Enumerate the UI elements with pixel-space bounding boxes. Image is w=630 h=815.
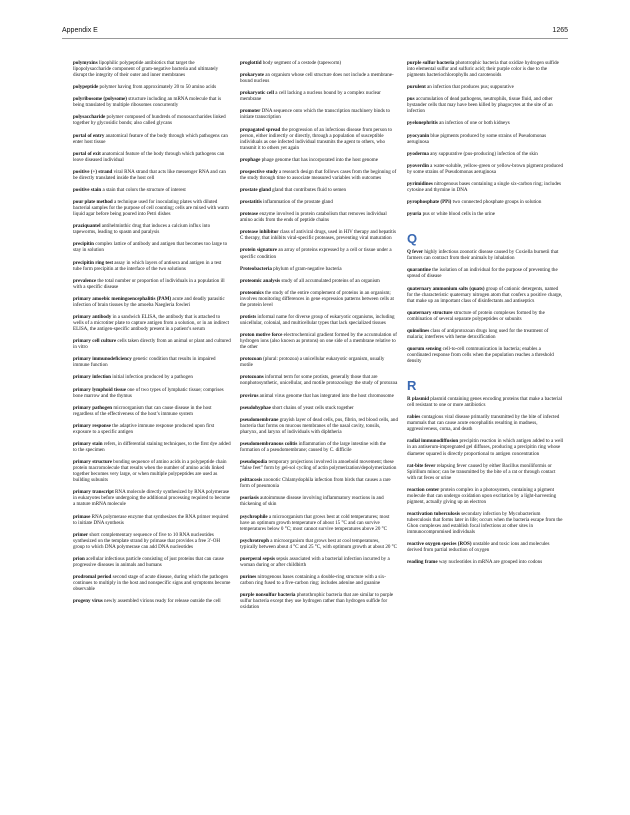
glossary-column-2: [240, 60, 398, 616]
glossary-definition: the total number or proportion of individuals in a population ill with a specific disease: [73, 277, 225, 290]
glossary-term: psychrotroph: [240, 537, 269, 544]
glossary-definition: an organism whose cell structure does not include a membrane-bound nucleus: [240, 72, 394, 85]
glossary-entry: [240, 72, 398, 84]
glossary-term: purulent: [407, 84, 426, 91]
glossary-term: prion: [73, 555, 85, 562]
glossary-term: primary stain: [73, 440, 103, 447]
glossary-definition: relapsing fever caused by either Bacillus moniliformis or Spirillum minor; can be transmitted by the bite of a rat or through contact with rat feces or urine: [407, 462, 556, 481]
glossary-entry: [240, 247, 398, 259]
glossary-term: purple nonsulfur bacteria: [240, 592, 296, 599]
glossary-entry: [73, 574, 231, 592]
glossary-entry: [73, 556, 231, 568]
glossary-term: praziquantel: [73, 223, 101, 230]
glossary-term: prevalence: [73, 277, 97, 284]
glossary-entry: [407, 346, 565, 364]
glossary-definition: microorganism that can cause disease in the host regardless of the effectiveness of the host’s immune system: [73, 404, 212, 417]
glossary-term: quinolines: [407, 327, 430, 334]
glossary-definition: zoonotic Chlamydophila infection from birds that causes a rare form of pneumonia: [240, 477, 391, 490]
glossary-definition: inflammation of the prostate gland: [261, 199, 333, 206]
glossary-definition: the progression of an infectious disease from person to person, either indirectly or directly, through a population of susceptible individuals as one infected individual transmits the agent to others, who transmit it to others yet again: [240, 126, 393, 151]
glossary-definition: inflammation of the large intestine with the formation of a pseudomembrane; caused by C. difficile: [240, 440, 386, 453]
glossary-entry: [240, 314, 398, 326]
glossary-term: pus: [407, 96, 415, 103]
glossary-term: pyelonephritis: [407, 120, 438, 127]
glossary-definition: class of antiviral drugs, used in HIV therapy and hepatitis C therapy, that inhibits viral-specific proteases, preventing viral maturation: [240, 229, 396, 242]
glossary-term: purines: [240, 573, 257, 580]
glossary-term: proteomic analysis: [240, 277, 281, 284]
glossary-term: proteomics: [240, 289, 264, 296]
glossary-entry: [407, 414, 565, 432]
glossary-entry: [73, 459, 231, 483]
glossary-definition: the adaptive immune response produced upon first exposure to a specific antigen: [73, 422, 215, 435]
glossary-entry: [240, 592, 398, 610]
glossary-entry: [240, 538, 398, 550]
glossary-term: radial immunodiffusion: [407, 438, 459, 445]
glossary-term: Q fever: [407, 249, 424, 256]
glossary-entry: [73, 314, 231, 332]
glossary-entry: [73, 296, 231, 308]
glossary-entry: [407, 286, 565, 304]
glossary-definition: nitrogenous bases containing a single six-carbon ring; includes cytosine and thymine in DNA: [407, 180, 561, 193]
glossary-term: primary cell culture: [73, 338, 117, 345]
glossary-entry: [407, 199, 565, 205]
glossary-entry: [240, 393, 398, 399]
appendix-title: Appendix E: [62, 27, 98, 34]
glossary-term: primary immunodeficiency: [73, 356, 132, 363]
glossary-definition: anatomical feature of the body through which pathogens can leave diseased individual: [73, 150, 225, 163]
glossary-term: protein signature: [240, 247, 277, 254]
glossary-term: reaction center: [407, 486, 440, 493]
glossary-term: purple sulfur bacteria: [407, 60, 455, 66]
glossary-definition: blue pigments produced by some strains of Pseudomonas aeruginosa: [407, 132, 547, 145]
glossary-term: protozoan: [240, 356, 262, 363]
glossary-definition: class of antiprotozoan drugs long used for the treatment of malaria; interferes with heme detoxification: [407, 327, 549, 340]
glossary-definition: bonding sequence of amino acids in a polypeptide chain protein macromolecule that results when the number of amino acids linked together becomes very large, or when multiple polypeptides are used as building subunits: [73, 459, 227, 484]
glossary-term: pyoverdin: [407, 162, 429, 169]
glossary-entry: [73, 241, 231, 253]
glossary-term: prokaryotic cell: [240, 90, 274, 97]
running-header: [62, 26, 568, 39]
glossary-definition: pus or white blood cells in the urine: [421, 211, 496, 218]
glossary-entry: [407, 463, 565, 481]
glossary-definition: cell-to-cell communication in bacteria; enables a coordinated response from cells when the population reaches a threshold density: [407, 345, 554, 365]
glossary-definition: RNA molecule directly synthesized by RNA polymerase in eukaryotes before undergoing the additional processing required to become a mature mRNA molecule: [73, 489, 231, 508]
glossary-definition: structure including an mRNA molecule that is being translated by multiple ribosomes concurrently: [73, 96, 222, 109]
glossary-entry: [240, 441, 398, 453]
glossary-term: rat-bite fever: [407, 462, 436, 469]
glossary-definition: genetic condition that results in impaired immune function: [73, 356, 216, 369]
glossary-term: psychrophile: [240, 513, 268, 520]
glossary-definition: an array of proteins expressed by a cell or tissue under a specific condition: [240, 247, 392, 260]
glossary-term: positive (+) strand: [73, 168, 113, 175]
glossary-term: portal of entry: [73, 132, 105, 139]
glossary-entry: [73, 514, 231, 526]
glossary-entry: [240, 495, 398, 507]
glossary-definition: polymer composed of hundreds of monosaccharides linked together by glycosidic bonds; also called glycans: [73, 114, 226, 127]
glossary-term: prophage: [240, 156, 261, 163]
glossary-entry: [73, 84, 231, 90]
glossary-term: portal of exit: [73, 150, 101, 157]
glossary-definition: a technique used for inoculating plates with diluted bacterial samples for the purpose of cell counting; cells are mixed with warm liquid agar before being poured into Petri dishes: [73, 199, 229, 218]
glossary-term: pyuria: [407, 211, 422, 218]
glossary-term: precipitin: [73, 241, 94, 248]
glossary-definition: secondary infection by Mycobacterium tuberculosis that forms later in life; occurs when the bacteria escape from the Ghon complexes and establish focal infections at other sites in immunocompromised individuals: [407, 511, 563, 536]
glossary-term: R plasmid: [407, 396, 430, 403]
glossary-entry: [240, 60, 398, 66]
glossary-entry: [407, 84, 565, 90]
glossary-entry: [407, 310, 565, 322]
glossary-definition: contagious viral disease primarily transmitted by the bite of infected mammals that can cause acute encephalitis resulting in madness, aggressiveness, coma, and death: [407, 414, 560, 433]
glossary-term: Proteobacteria: [240, 265, 272, 272]
glossary-entry: [240, 211, 398, 223]
glossary-definition: complex lattice of antibody and antigen that becomes too large to stay in solution: [73, 241, 228, 254]
glossary-entry: [73, 598, 231, 604]
glossary-definition: newly assembled virions ready for release outside the cell: [102, 598, 221, 605]
glossary-term: protists: [240, 313, 257, 320]
glossary-term: prostatitis: [240, 199, 262, 206]
glossary-term: propagated spread: [240, 126, 281, 133]
glossary-entry: [73, 338, 231, 350]
glossary-term: reactivation tuberculosis: [407, 511, 460, 517]
glossary-entry: [73, 60, 231, 78]
glossary-entry: [407, 96, 565, 114]
glossary-entry: [73, 489, 231, 507]
glossary-term: pyrophosphate (PPi): [407, 199, 452, 206]
glossary-term: pseudomembranous colitis: [240, 440, 298, 447]
glossary-entry: [240, 459, 398, 471]
section-letter-heading: R: [407, 378, 417, 394]
glossary-entry: [407, 120, 565, 126]
glossary-entry: [407, 438, 565, 456]
glossary-entry: [407, 151, 565, 157]
glossary-entry: [73, 133, 231, 145]
glossary-entry: [73, 374, 231, 380]
glossary-entry: [240, 290, 398, 308]
glossary-definition: an infection of one or both kidneys: [437, 120, 510, 127]
glossary-definition: short complementary sequence of five to 10 RNA nucleotides synthesized on the template strand by primase that provides a free 3′-OH group to which DNA polymerase can add DNA nucleotides: [73, 531, 220, 550]
glossary-entry: [407, 267, 565, 279]
glossary-definition: assay in which layers of antisera and antigen in a test tube form precipitin at the interface of the two solutions: [73, 259, 222, 272]
glossary-term: protozoans: [240, 374, 264, 381]
glossary-term: protease: [240, 211, 259, 218]
glossary-entry: [73, 151, 231, 163]
glossary-definition: precipitin reaction in which antigen added to a well in an antiserum-impregnated gel diffuses, producing a precipitin ring whose diameter squared is directly proportional to antigen concentration: [407, 438, 564, 457]
glossary-definition: RNA polymerase enzyme that synthesizes the RNA primer required to initiate DNA synthesis: [73, 513, 229, 526]
glossary-entry: [240, 90, 398, 102]
glossary-definition: highly infectious zoonotic disease caused by Coxiella burnetii that farmers can contract from their animals by inhalation: [407, 249, 559, 262]
glossary-definition: any suppurative (pus-producing) infection of the skin: [428, 150, 538, 157]
glossary-term: primary lymphoid tissue: [73, 386, 126, 393]
glossary-term: quaternary ammonium salts (quats): [407, 285, 485, 292]
glossary-definition: (plural: protozoa) a unicellular eukaryotic organism, usually motile: [240, 356, 385, 369]
glossary-entry: [240, 574, 398, 586]
glossary-definition: antihelminthic drug that induces a calcium influx into tapeworms, leading to spasm and paralysis: [73, 223, 211, 236]
glossary-entry: [73, 169, 231, 181]
glossary-term: provirus: [240, 392, 259, 399]
glossary-column-3: [407, 60, 565, 571]
glossary-definition: short chains of yeast cells stuck together: [270, 404, 354, 411]
glossary-definition: group of cationic detergents, named for the characteristic quaternary nitrogen atom that confers a positive charge, that make up an important class of disinfectants and antiseptics: [407, 285, 563, 304]
glossary-entry: [407, 487, 565, 505]
glossary-term: precipitin ring test: [73, 259, 113, 266]
glossary-entry: [407, 541, 565, 553]
glossary-entry: [240, 108, 398, 120]
glossary-entry: [240, 405, 398, 411]
glossary-definition: unstable and toxic ions and molecules derived from partial reduction of oxygen: [407, 541, 550, 554]
glossary-definition: anatomical feature of the body through which pathogens can enter host tissue: [73, 132, 228, 145]
glossary-entry: [73, 356, 231, 368]
glossary-term: pyrimidines: [407, 180, 433, 187]
glossary-term: primer: [73, 531, 89, 538]
glossary-definition: viral RNA strand that acts like messenger RNA and can be directly translated inside the host cell: [73, 168, 226, 181]
glossary-term: pyoderma: [407, 150, 429, 157]
glossary-entry: [73, 223, 231, 235]
glossary-term: primase: [73, 513, 91, 520]
glossary-definition: gland that contributes fluid to semen: [270, 186, 347, 193]
glossary-definition: second stage of acute disease, during which the pathogen continues to multiply in the host and nonspecific signs and symptoms become observable: [73, 573, 231, 593]
glossary-definition: study of all accumulated proteins of an organism: [280, 277, 380, 284]
glossary-entry: [240, 169, 398, 181]
glossary-entry: [240, 514, 398, 532]
glossary-definition: nitrogenous bases containing a double-ring structure with a six-carbon ring fused to a five-carbon ring; includes adenine and guanine: [240, 573, 386, 587]
glossary-entry: [240, 157, 398, 163]
glossary-term: pseudomembrane: [240, 416, 279, 423]
glossary-entry: [73, 405, 231, 417]
glossary-entry: [240, 278, 398, 284]
glossary-term: positive stain: [73, 186, 102, 193]
glossary-definition: one of two types of lymphatic tissue; comprises bone marrow and the thymus: [73, 386, 224, 399]
glossary-definition: informal term for some protists, generally those that are nonphotosynthetic, unicellular, and motile protozoology the study of protozoa: [240, 374, 398, 387]
glossary-definition: a research design that follows cases from the beginning of the study through time to associate measured variables with outcomes: [240, 168, 397, 181]
glossary-entry: [240, 332, 398, 350]
page-number: 1265: [552, 27, 568, 34]
glossary-entry: [240, 127, 398, 151]
glossary-definition: cells taken directly from an animal or plant and cultured in vitro: [73, 338, 231, 351]
glossary-entry: [240, 556, 398, 568]
glossary-definition: in a sandwich ELISA, the antibody that is attached to wells of a microtiter plate to capture antigen from a solution, or in an indirect ELISA, the antigen-specific antibody present in a patient’s serum: [73, 313, 229, 333]
glossary-definition: an infection that produces pus; suppurative: [425, 84, 514, 91]
glossary-term: pour plate method: [73, 199, 113, 206]
glossary-definition: a microorganism that grows best at cool temperatures, typically between about 4 °C and 25 °C, with optimum growth at about 20 °C: [240, 537, 398, 550]
glossary-term: primary response: [73, 422, 111, 429]
glossary-entry: [73, 114, 231, 126]
glossary-entry: [73, 96, 231, 108]
glossary-entry: [73, 187, 231, 193]
glossary-term: quaternary structure: [407, 309, 453, 316]
glossary-definition: protein complex in a photosystem, containing a pigment molecule that can undergo oxidation upon excitation by a light-harvesting pigment, actually giving up an electron: [407, 486, 557, 505]
glossary-entry: [73, 441, 231, 453]
glossary-term: proton motive force: [240, 332, 283, 339]
glossary-entry: [240, 199, 398, 205]
glossary-entry: [407, 396, 565, 408]
glossary-definition: a microorganism that grows best at cold temperatures; most have an optimum growth temperature of about 15 °C and can survive temperatures below 0 °C; most cannot survive temperatures above 20 °C: [240, 513, 390, 532]
glossary-term: primary transcript: [73, 489, 114, 496]
glossary-entry: [240, 417, 398, 435]
glossary-definition: phototrophic bacteria that oxidize hydrogen sulfide into elemental sulfur and sulfuric acid; their purple color is due to the pigments bacteriochlorophylls and carotenoids: [407, 60, 559, 79]
glossary-definition: body segment of a cestode (tapeworm): [261, 60, 342, 66]
glossary-definition: sepsis associated with a bacterial infection incurred by a woman during or after childbirth: [240, 555, 390, 568]
glossary-definition: photothrophic bacteria that are similar to purple sulfur bacteria except they use hydrogen rather than hydrogen sulfide for oxidation: [240, 592, 394, 611]
glossary-term: primary antibody: [73, 313, 112, 320]
glossary-term: progeny virus: [73, 598, 103, 605]
glossary-entry: [407, 211, 565, 217]
glossary-term: pyocyanin: [407, 132, 430, 139]
glossary-definition: two connected phosphate groups in solution: [451, 199, 542, 206]
glossary-entry: [407, 181, 565, 193]
glossary-entry: [240, 356, 398, 368]
glossary-term: proglottid: [240, 60, 262, 66]
glossary-definition: DNA sequence onto which the transcription machinery binds to initiate transcription: [240, 108, 391, 121]
glossary-term: primary pathogen: [73, 404, 113, 411]
glossary-entry: [240, 187, 398, 193]
glossary-definition: phylum of gram-negative bacteria: [271, 265, 342, 272]
glossary-definition: the isolation of an individual for the purpose of preventing the spread of disease: [407, 267, 558, 280]
glossary-term: polyribosome (polysome): [73, 96, 127, 103]
glossary-entry: [73, 423, 231, 435]
glossary-term: promoter: [240, 108, 261, 115]
glossary-term: primary infection: [73, 374, 111, 381]
glossary-entry: [73, 199, 231, 217]
glossary-definition: electrochemical gradient formed by the accumulation of hydrogen ions (also known as protons) on one side of a membrane relative to the other: [240, 332, 397, 351]
glossary-definition: grayish layer of dead cells, pus, fibrin, red blood cells, and bacteria that forms on mucous membranes of the nasal cavity, tonsils, pharynx, and larynx of individuals with diphtheria: [240, 416, 398, 435]
glossary-entry: [240, 477, 398, 489]
glossary-definition: animal virus genome that has integrated into the host chromosome: [258, 392, 394, 399]
section-letter-heading: Q: [407, 231, 418, 247]
glossary-definition: acute and deadly parasitic infection of brain tissues by the amoeba Naegleria fowleri: [73, 295, 225, 308]
glossary-term: psoriasis: [240, 495, 259, 502]
glossary-entry: [407, 133, 565, 145]
glossary-term: pseudohyphae: [240, 404, 271, 411]
glossary-definition: a stain that colors the structure of interest: [101, 186, 186, 193]
glossary-term: polymyxins: [73, 60, 98, 66]
glossary-term: polysaccharide: [73, 114, 106, 121]
glossary-definition: refers, in differential staining techniques, to the first dye added to the specimen: [73, 440, 231, 453]
glossary-definition: accumulation of dead pathogens, neutrophils, tissue fluid, and other bystander cells that may have been killed by phagocytes at the site of an infection: [407, 96, 553, 115]
glossary-entry: [407, 60, 565, 78]
glossary-definition: autoimmune disease involving inflammatory reactions in and thickening of skin: [240, 495, 384, 508]
glossary-term: puerperal sepsis: [240, 555, 275, 562]
glossary-definition: lipophilic polypeptide antibiotics that target the lipopolysaccharide component of gram-negative bacteria and ultimately disrupt the integrity of their outer and inner membranes: [73, 60, 219, 79]
glossary-definition: phage genome that has incorporated into the host genome: [260, 156, 378, 163]
glossary-term: prodromal period: [73, 573, 112, 580]
glossary-entry: [73, 278, 231, 290]
glossary-definition: temporary projections involved in amoeboid movement; these “false feet” form by gel-sol cycling of actin polymerization/depolymerization: [240, 459, 397, 472]
glossary-definition: informal name for diverse group of eukaryotic organisms, including unicellular, colonial, and multicellular types that lack specialized tissues: [240, 313, 395, 327]
glossary-term: reading frame: [407, 559, 438, 566]
glossary-definition: plasmid containing genes encoding proteins that make a bacterial cell resistant to one or more antibiotics: [407, 396, 563, 409]
glossary-entry: [407, 328, 565, 340]
glossary-entry: [240, 374, 398, 386]
glossary-definition: structure of protein complexes formed by the combination of several separate polypeptides or subunits: [407, 309, 545, 322]
glossary-term: pseudopodia: [240, 459, 268, 466]
glossary-term: psittacosis: [240, 477, 263, 484]
glossary-term: quarantine: [407, 267, 431, 274]
glossary-term: quorum sensing: [407, 345, 442, 352]
glossary-entry: [407, 559, 565, 565]
glossary-entry: [73, 387, 231, 399]
glossary-term: primary amoebic meningoencephalitis (PAM): [73, 295, 172, 302]
glossary-term: prostate gland: [240, 186, 271, 193]
glossary-entry: [240, 266, 398, 272]
glossary-term: primary structure: [73, 459, 113, 466]
glossary-definition: a cell lacking a nucleus bound by a complex nuclear membrane: [240, 90, 381, 103]
glossary-entry: [407, 511, 565, 535]
glossary-definition: initial infection produced by a pathogen: [111, 374, 193, 381]
glossary-definition: polymer having from approximately 20 to 50 amino acids: [98, 84, 217, 91]
glossary-entry: [407, 163, 565, 175]
glossary-definition: a water-soluble, yellow-green or yellow-brown pigment produced by some strains of Pseudomonas aeruginosa: [407, 162, 564, 175]
glossary-term: prospective study: [240, 168, 278, 175]
glossary-definition: way nucleotides in mRNA are grouped into codons: [437, 559, 543, 566]
glossary-definition: the study of the entire complement of proteins in an organism; involves monitoring differences in gene expression patterns between cells at the protein level: [240, 289, 394, 308]
glossary-term: reactive oxygen species (ROS): [407, 541, 472, 548]
glossary-entry: [240, 229, 398, 241]
glossary-term: rabies: [407, 414, 421, 421]
glossary-definition: enzyme involved in protein catabolism that removes individual amino acids from the ends of peptide chains: [240, 211, 387, 224]
glossary-term: prokaryote: [240, 72, 265, 79]
glossary-entry: [73, 260, 231, 272]
glossary-term: protease inhibitor: [240, 229, 279, 236]
glossary-column-1: [73, 60, 231, 610]
glossary-definition: acellular infectious particle consisting of just proteins that can cause progressive diseases in animals and humans: [73, 555, 224, 568]
glossary-entry: [407, 249, 565, 261]
glossary-term: polypeptide: [73, 84, 99, 91]
glossary-entry: [73, 532, 231, 550]
